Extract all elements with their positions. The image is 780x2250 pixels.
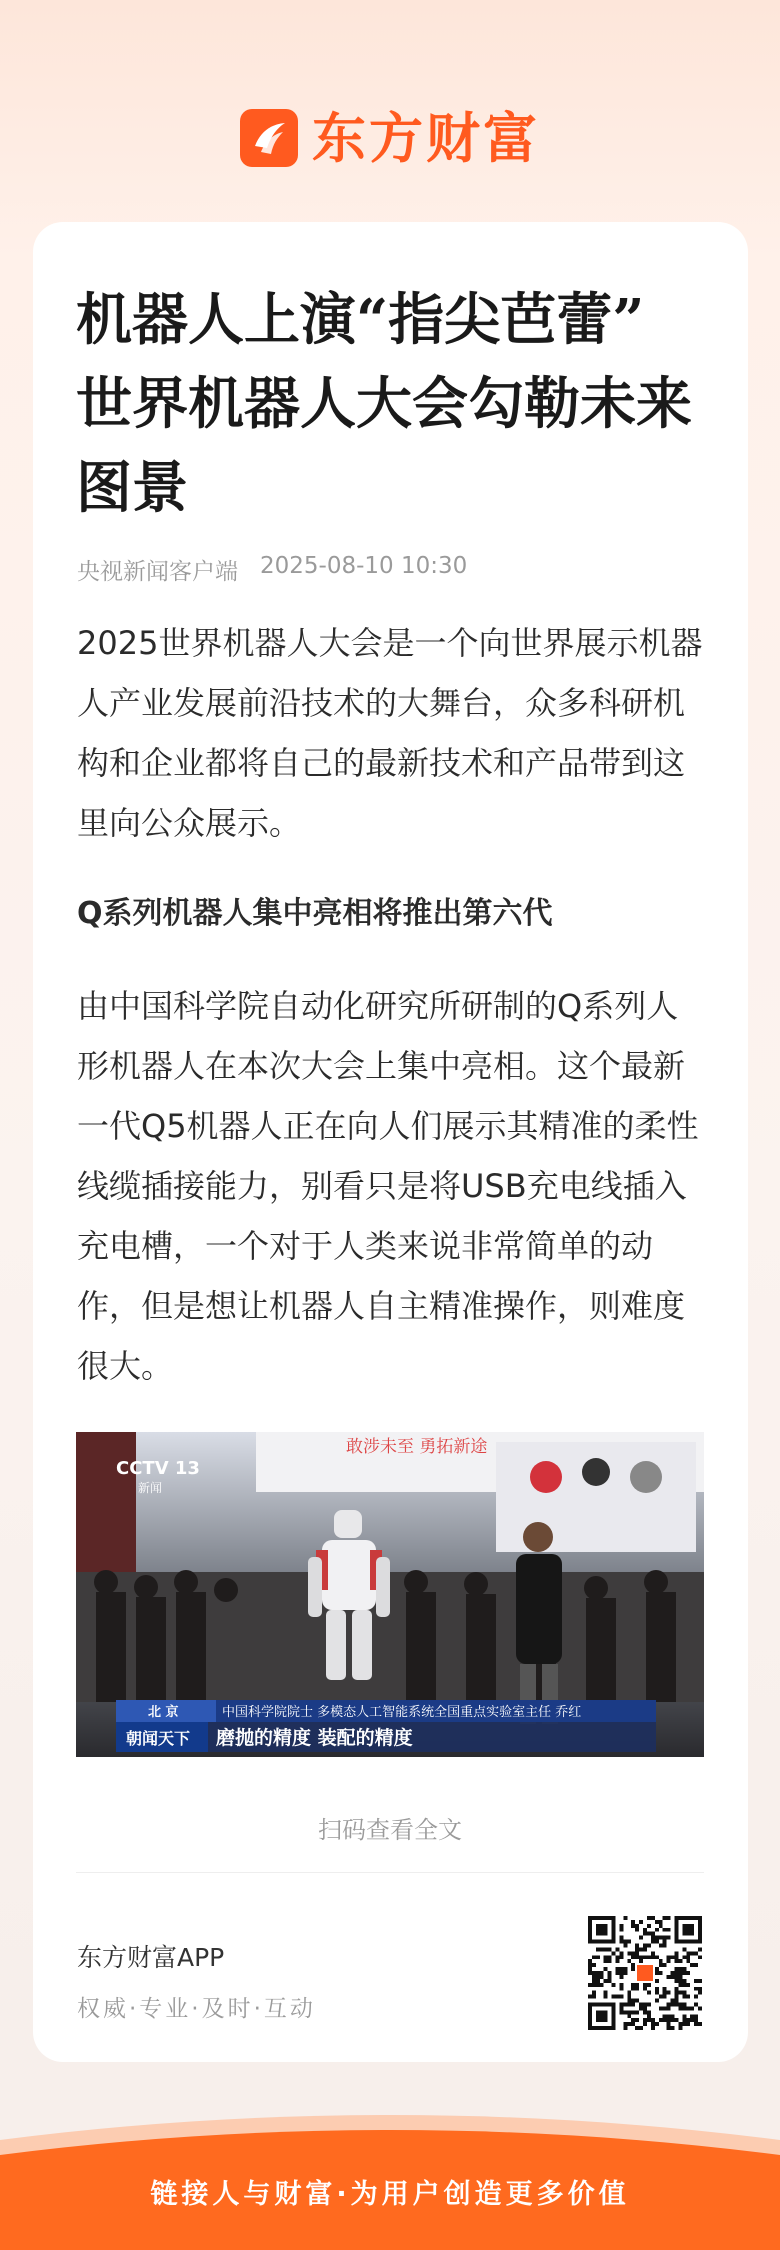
article-photo bbox=[76, 1432, 704, 1757]
app-slogan: 权威·专业·及时·互动 bbox=[77, 1996, 316, 2022]
article-intro: 2025世界机器人大会是一个向世界展示机器人产业发展前沿技术的大舞台，众多科研机构和企业都将自己的最新技术和产品带到这里向公众展示。 bbox=[77, 624, 703, 842]
footer-tagline: 链接人与财富·为用户创造更多价值 bbox=[150, 2179, 630, 2210]
photo-channel-logo: CCTV 13 bbox=[116, 1458, 200, 1479]
app-name: 东方财富APP bbox=[77, 1943, 225, 1972]
scan-prompt: 扫码查看全文 bbox=[318, 1816, 462, 1844]
brand-logo bbox=[0, 100, 780, 176]
article-title: 机器人上演“指尖芭蕾” 世界机器人大会勾勒未来图景 bbox=[76, 287, 692, 521]
article-source: 央视新闻客户端 bbox=[77, 559, 238, 585]
photo-program: 朝闻天下 bbox=[126, 1729, 191, 1748]
article-meta bbox=[77, 553, 467, 586]
qr-code[interactable] bbox=[588, 1916, 702, 2030]
photo-subtitle: 磨抛的精度 装配的精度 bbox=[216, 1727, 413, 1749]
divider bbox=[76, 1872, 704, 1873]
photo-channel-sub: 新闻 bbox=[138, 1481, 163, 1495]
article-subheading: Q系列机器人集中亮相将推出第六代 bbox=[77, 896, 553, 931]
photo-caption-person: 中国科学院院士 多模态人工智能系统全国重点实验室主任 乔红 bbox=[222, 1705, 582, 1720]
photo-banner-text: 敢涉未至 勇拓新途 bbox=[346, 1437, 488, 1457]
brand-name: 东方财富 bbox=[312, 106, 540, 170]
article-body: 由中国科学院自动化研究所研制的Q系列人形机器人在本次大会上集中亮相。这个最新一代Q5机器人正在向人们展示其精准的柔性线缆插接能力，别看只是将USB充电线插入充电槽，一个对于人类来说非常简单的动作，但是想让机器人自主精准操作，则难度很大。 bbox=[77, 987, 699, 1385]
photo-location: 北 京 bbox=[148, 1705, 179, 1720]
article-datetime: 2025-08-10 10:30 bbox=[260, 553, 468, 579]
brand-logo-icon bbox=[240, 109, 298, 167]
